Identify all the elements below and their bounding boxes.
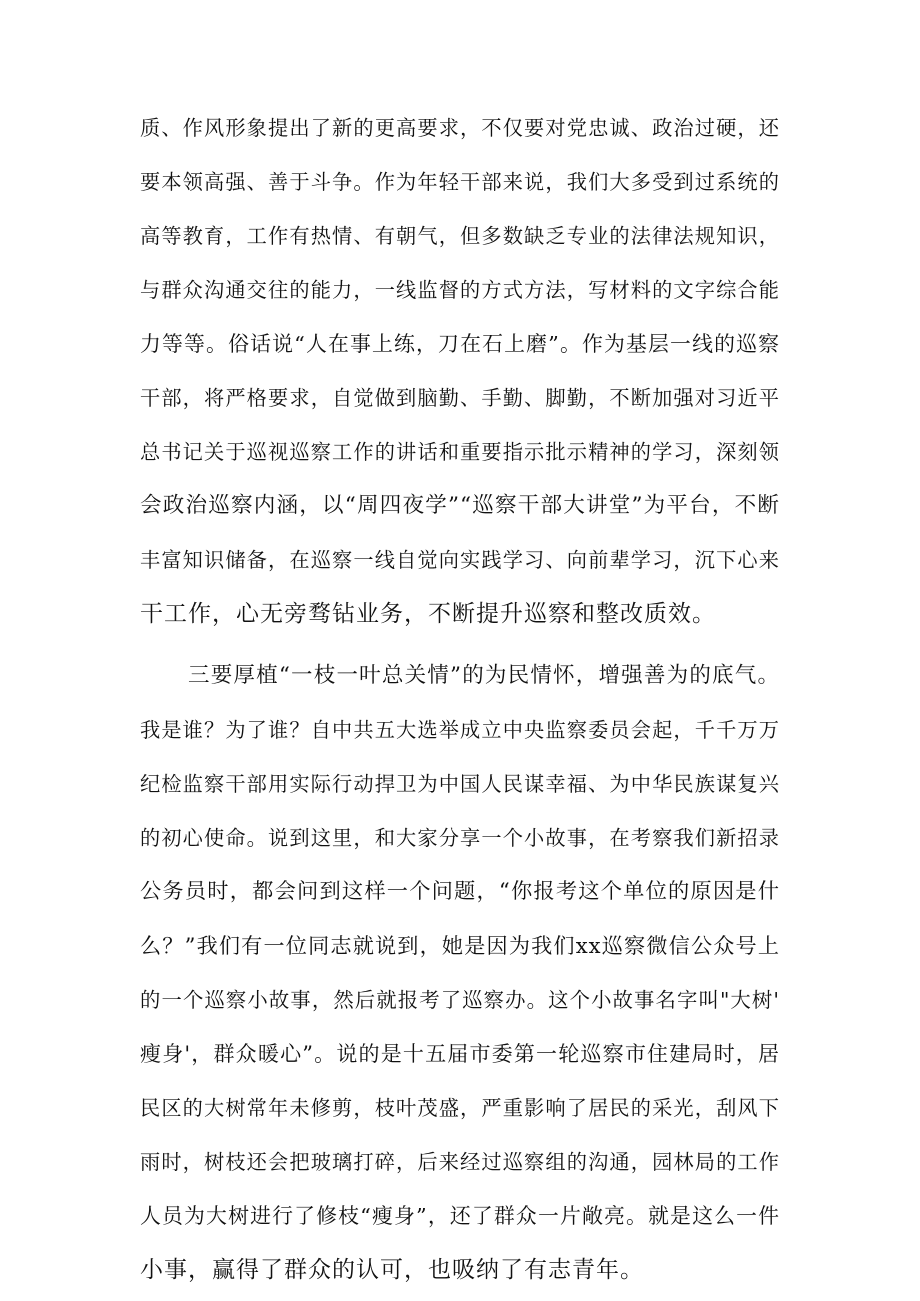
para-2-line: 的一个巡察小故事，然后就报考了巡察办。这个小故事名字叫"大树': [140, 988, 780, 1012]
para-1-line: 干部，将严格要求，自觉做到脑勤、手勤、脚勤，不断加强对习近平: [140, 386, 780, 410]
para-2-line: 瘦身'，群众暖心”。说的是十五届市委第一轮巡察市住建局时，居: [140, 1041, 780, 1066]
para-1-line: 高等教育，工作有热情、有朝气，但多数缺乏专业的法律法规知识，: [140, 224, 780, 248]
para-1-line: 力等等。俗话说“人在事上练，刀在石上磨”。作为基层一线的巡察: [140, 332, 780, 356]
para-2-line: 雨时，树枝还会把玻璃打碎，后来经过巡察组的沟通，园林局的工作: [140, 1150, 780, 1174]
para-2-line: 民区的大树常年未修剪，枝叶茂盛，严重影响了居民的采光，刮风下: [140, 1096, 780, 1120]
para-1-line: 要本领高强、善于斗争。作为年轻干部来说，我们大多受到过系统的: [140, 170, 780, 194]
para-2-line: 人员为大树进行了修枝“瘦身”，还了群众一片敞亮。就是这么一件: [140, 1204, 780, 1228]
para-2-line: 小事，赢得了群众的认可，也吸纳了有志青年。: [140, 1257, 644, 1283]
document-body: [140, 0, 780, 1301]
para-2-line: 我是谁？为了谁？自中共五大选举成立中央监察委员会起，千千万万: [140, 718, 780, 742]
para-1-line: 丰富知识储备，在巡察一线自觉向实践学习、向前辈学习，沉下心来: [140, 548, 780, 572]
para-2-first-line: 三要厚植“一枝一叶总关情”的为民情怀，增强善为的底气。: [188, 663, 780, 688]
para-2-line: 么？”我们有一位同志就说到，她是因为我们xx巡察微信公众号上: [140, 933, 780, 958]
para-1-line: 干工作，心无旁骛钻业务，不断提升巡察和整改质效。: [140, 601, 716, 627]
para-1-line: 与群众沟通交往的能力，一线监督的方式方法，写材料的文字综合能: [140, 278, 780, 302]
para-2-line: 纪检监察干部用实际行动捍卫为中国人民谋幸福、为中华民族谋复兴: [140, 772, 780, 796]
para-1-line: 质、作风形象提出了新的更高要求，不仅要对党忠诚、政治过硬，还: [140, 116, 780, 140]
para-2-line: 公务员时，都会问到这样一个问题，“你报考这个单位的原因是什: [140, 879, 780, 904]
para-1-line: 总书记关于巡视巡察工作的讲话和重要指示批示精神的学习，深刻领: [140, 440, 780, 464]
para-2-line: 的初心使命。说到这里，和大家分享一个小故事，在考察我们新招录: [140, 826, 780, 850]
para-1-line: 会政治巡察内涵，以“周四夜学”“巡察干部大讲堂”为平台，不断: [140, 493, 780, 518]
